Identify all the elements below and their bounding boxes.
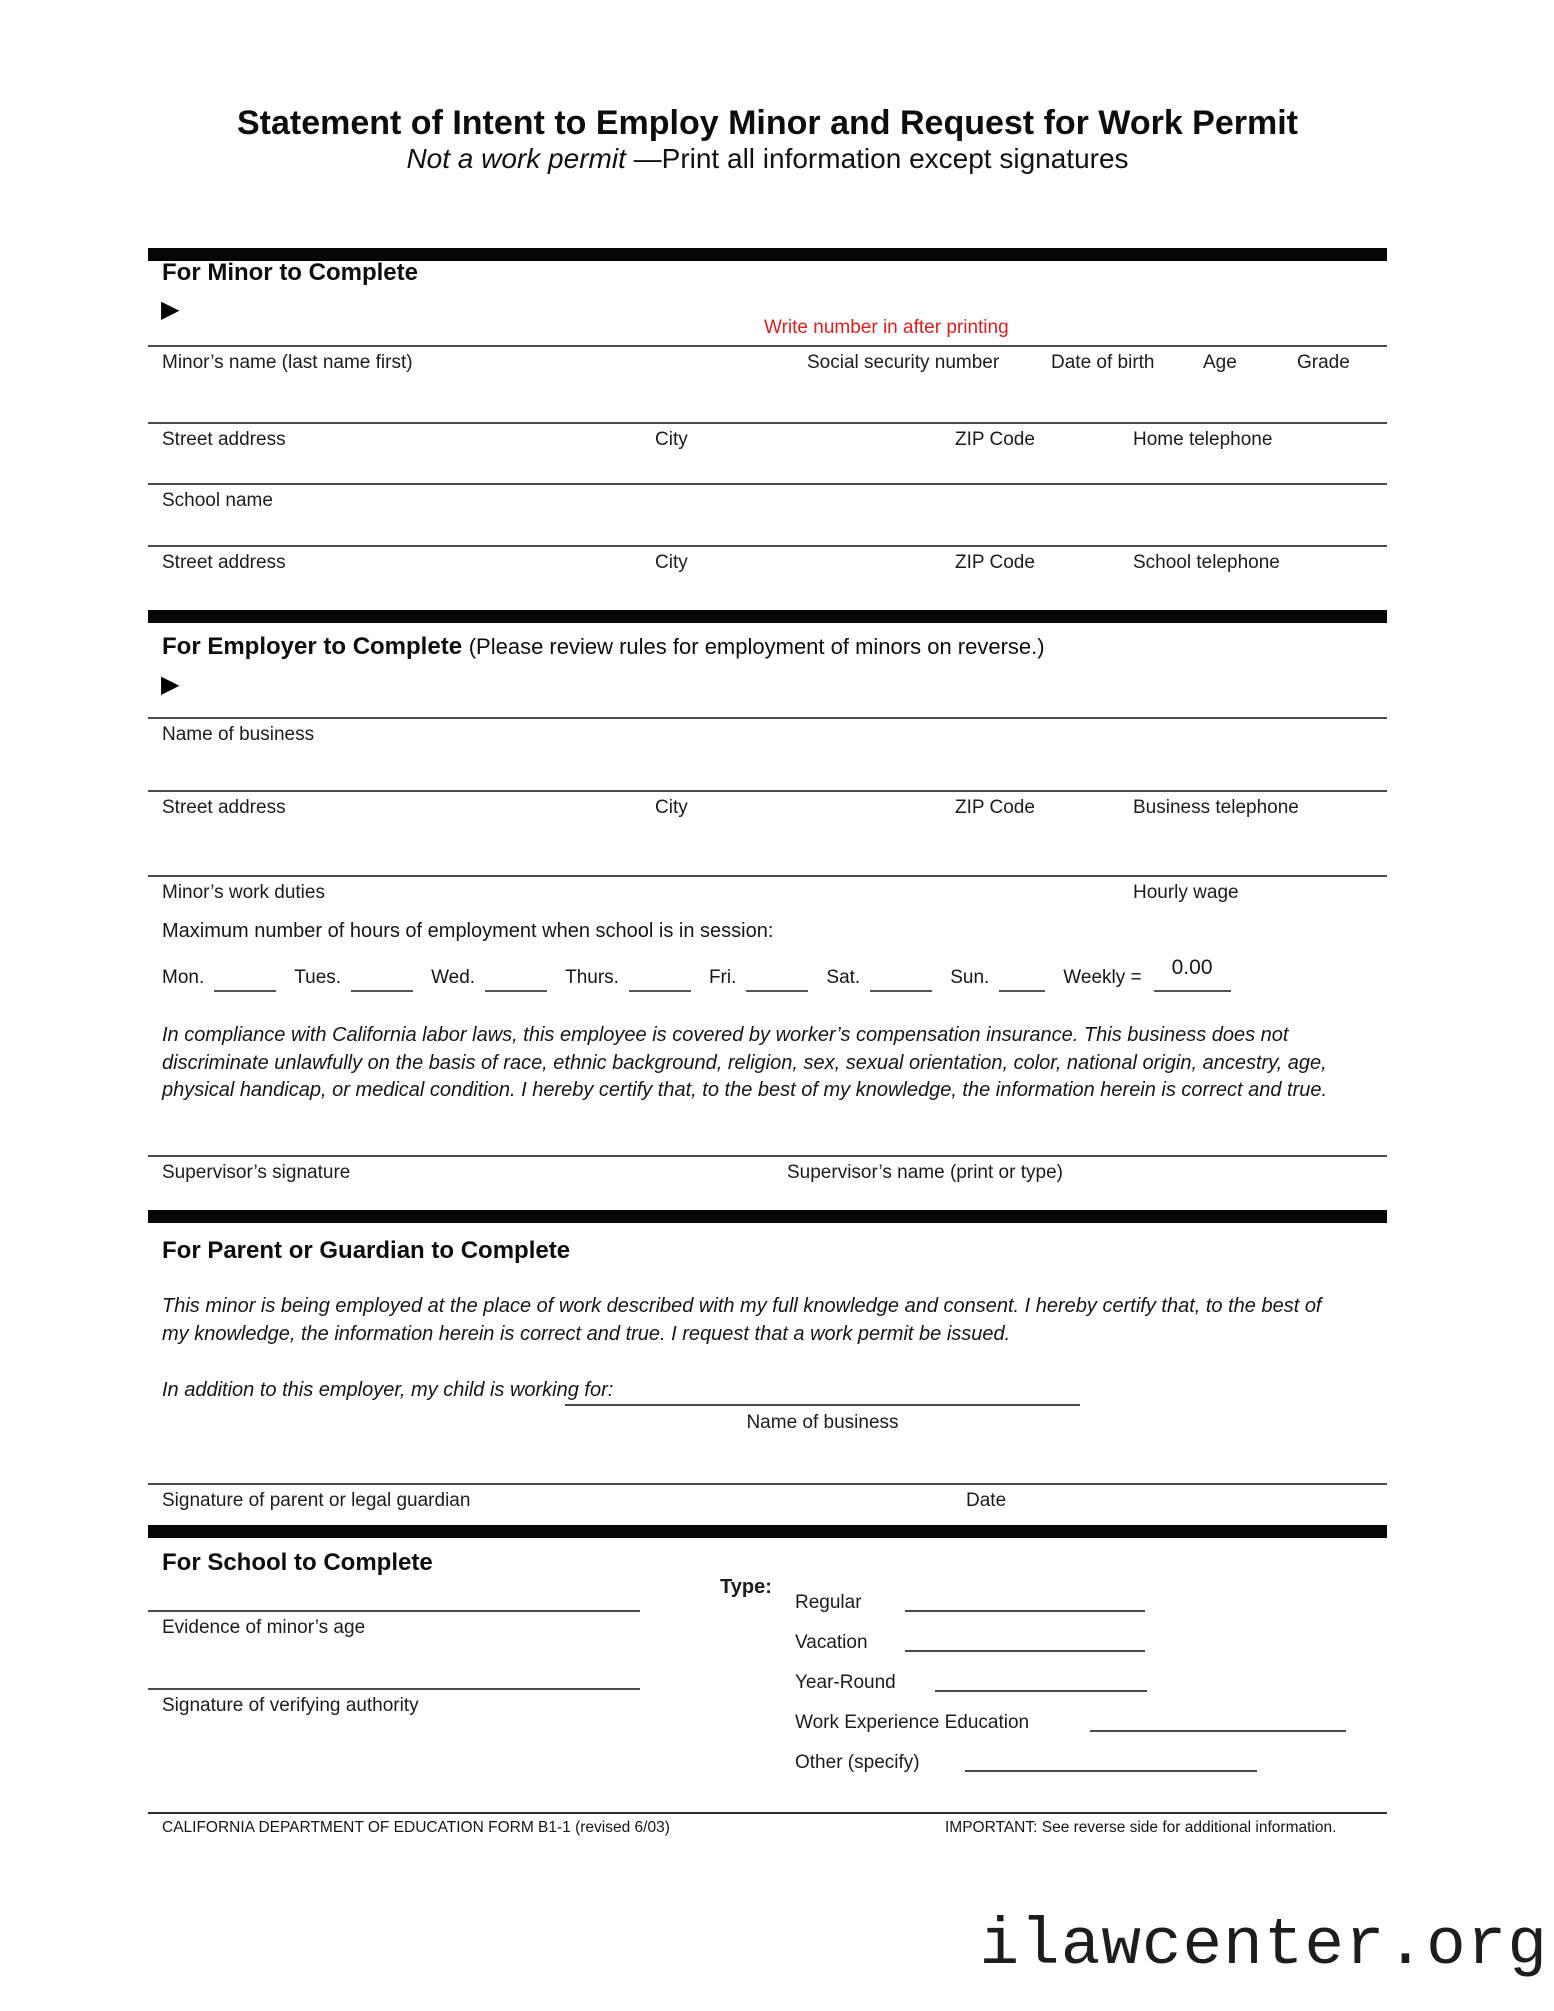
zip-code-label: ZIP Code — [955, 552, 1035, 573]
pointer-arrow-icon: ▶ — [161, 671, 180, 698]
additional-employer-text: In addition to this employer, my child is working for: — [162, 1379, 614, 1401]
weekly-total-field[interactable]: 0.00 — [1154, 956, 1231, 992]
work-duties-row-field[interactable] — [148, 875, 1387, 877]
employer-section-heading — [162, 633, 1045, 661]
other-employer-field[interactable] — [565, 1404, 1080, 1406]
home-telephone-label: Home telephone — [1133, 429, 1273, 450]
permit-type-label: Regular — [795, 1592, 862, 1613]
day-label: Mon. — [162, 967, 205, 988]
permit-type-field[interactable] — [905, 1650, 1145, 1652]
minor-section-heading: For Minor to Complete — [162, 259, 418, 286]
business-address-row-field[interactable] — [148, 790, 1387, 792]
school-name-label: School name — [162, 490, 273, 511]
weekday-hours-row — [162, 956, 1231, 992]
form-subtitle — [148, 143, 1387, 175]
street-address-label: Street address — [162, 429, 286, 450]
minor-name-label: Minor’s name (last name first) — [162, 352, 413, 373]
business-name-label: Name of business — [162, 724, 315, 745]
ssn-label: Social security number — [807, 352, 1000, 373]
city-label: City — [655, 797, 688, 818]
verifying-authority-label: Signature of verifying authority — [162, 1695, 419, 1716]
parent-signature-row-field[interactable] — [148, 1483, 1387, 1485]
employer-heading-text: For Employer to Complete — [162, 633, 463, 660]
permit-type-label: Other (specify) — [795, 1752, 920, 1773]
write-number-note: Write number in after printing — [764, 317, 1009, 338]
parent-section-heading: For Parent or Guardian to Complete — [162, 1237, 571, 1264]
day-label: Tues. — [294, 967, 342, 988]
section-divider-bar — [148, 1210, 1387, 1223]
permit-type-field[interactable] — [1090, 1730, 1346, 1732]
section-divider-bar — [148, 610, 1387, 623]
work-duties-label: Minor’s work duties — [162, 882, 325, 903]
minor-address-row-field[interactable] — [148, 422, 1387, 424]
day-label: Sun. — [950, 967, 990, 988]
pointer-arrow-icon: ▶ — [161, 296, 180, 323]
permit-type-label: Work Experience Education — [795, 1712, 1030, 1733]
school-telephone-label: School telephone — [1133, 552, 1280, 573]
footer-important-note: IMPORTANT: See reverse side for additional information. — [945, 1819, 1337, 1836]
grade-label: Grade — [1297, 352, 1350, 373]
day-label: Sat. — [826, 967, 861, 988]
street-address-label: Street address — [162, 552, 286, 573]
day-hours-field[interactable] — [870, 964, 932, 992]
school-address-row-field[interactable] — [148, 545, 1387, 547]
type-label: Type: — [720, 1576, 772, 1598]
date-label: Date — [966, 1490, 1007, 1511]
city-label: City — [655, 552, 688, 573]
hourly-wage-label: Hourly wage — [1133, 882, 1239, 903]
permit-type-label: Year-Round — [795, 1672, 896, 1693]
day-hours-field[interactable] — [629, 964, 691, 992]
age-label: Age — [1203, 352, 1237, 373]
street-address-label: Street address — [162, 797, 286, 818]
day-hours-field[interactable] — [214, 964, 276, 992]
employer-heading-note: (Please review rules for employment of minors on reverse.) — [468, 634, 1045, 659]
permit-type-field[interactable] — [935, 1690, 1147, 1692]
dob-label: Date of birth — [1051, 352, 1155, 373]
footer-rule — [148, 1812, 1387, 1814]
business-name-row-field[interactable] — [148, 717, 1387, 719]
supervisor-name-label: Supervisor’s name (print or type) — [787, 1162, 1063, 1183]
day-hours-field[interactable] — [351, 964, 413, 992]
permit-type-label: Vacation — [795, 1632, 868, 1653]
day-label: Fri. — [708, 967, 737, 988]
business-telephone-label: Business telephone — [1133, 797, 1299, 818]
consent-paragraph: This minor is being employed at the place of work described with my full knowledge and consent. I hereby certify that, to the best of my knowledge, the information herein is correct and true. I request that a work permit be issued. — [162, 1295, 1322, 1345]
supervisor-signature-label: Supervisor’s signature — [162, 1162, 351, 1183]
city-label: City — [655, 429, 688, 450]
max-hours-heading: Maximum number of hours of employment when school is in session: — [162, 920, 774, 942]
verifying-authority-field[interactable] — [148, 1688, 640, 1690]
watermark-text: ilawcenter.org — [979, 1908, 1548, 1983]
minor-name-row-field[interactable] — [148, 345, 1387, 347]
permit-type-field[interactable] — [905, 1610, 1145, 1612]
parent-signature-label: Signature of parent or legal guardian — [162, 1490, 471, 1511]
section-divider-bar — [148, 1525, 1387, 1538]
school-section-heading: For School to Complete — [162, 1549, 433, 1576]
name-of-business-label: Name of business — [746, 1412, 899, 1433]
compliance-paragraph: In compliance with California labor laws, this employee is covered by worker’s compensation insurance. This business does not discriminate unlawfully on the basis of race, ethnic background, religion, sex, sexual orientation, color, national origin, ancestry, age, physical handicap, or medical condition. I hereby certify that, to the best of my knowledge, the information herein is correct and true. — [162, 1024, 1328, 1101]
zip-code-label: ZIP Code — [955, 797, 1035, 818]
form-title: Statement of Intent to Employ Minor and Request for Work Permit — [236, 104, 1298, 142]
subtitle-rest-part: —Print all information except signatures — [625, 143, 1129, 174]
day-label: Wed. — [431, 967, 476, 988]
evidence-of-age-field[interactable] — [148, 1610, 640, 1612]
evidence-of-age-label: Evidence of minor’s age — [162, 1617, 366, 1638]
school-name-row-field[interactable] — [148, 483, 1387, 485]
footer-form-id: CALIFORNIA DEPARTMENT OF EDUCATION FORM B1-1 (revised 6/03) — [162, 1819, 670, 1836]
day-hours-field[interactable] — [485, 964, 547, 992]
subtitle-italic-part: Not a work permit — [406, 143, 626, 174]
day-hours-field[interactable] — [999, 964, 1045, 992]
day-label: Thurs. — [565, 967, 619, 988]
permit-type-field[interactable] — [965, 1770, 1257, 1772]
day-hours-field[interactable] — [746, 964, 808, 992]
weekly-label: Weekly = — [1063, 967, 1142, 988]
supervisor-signature-row-field[interactable] — [148, 1155, 1387, 1157]
zip-code-label: ZIP Code — [955, 429, 1035, 450]
